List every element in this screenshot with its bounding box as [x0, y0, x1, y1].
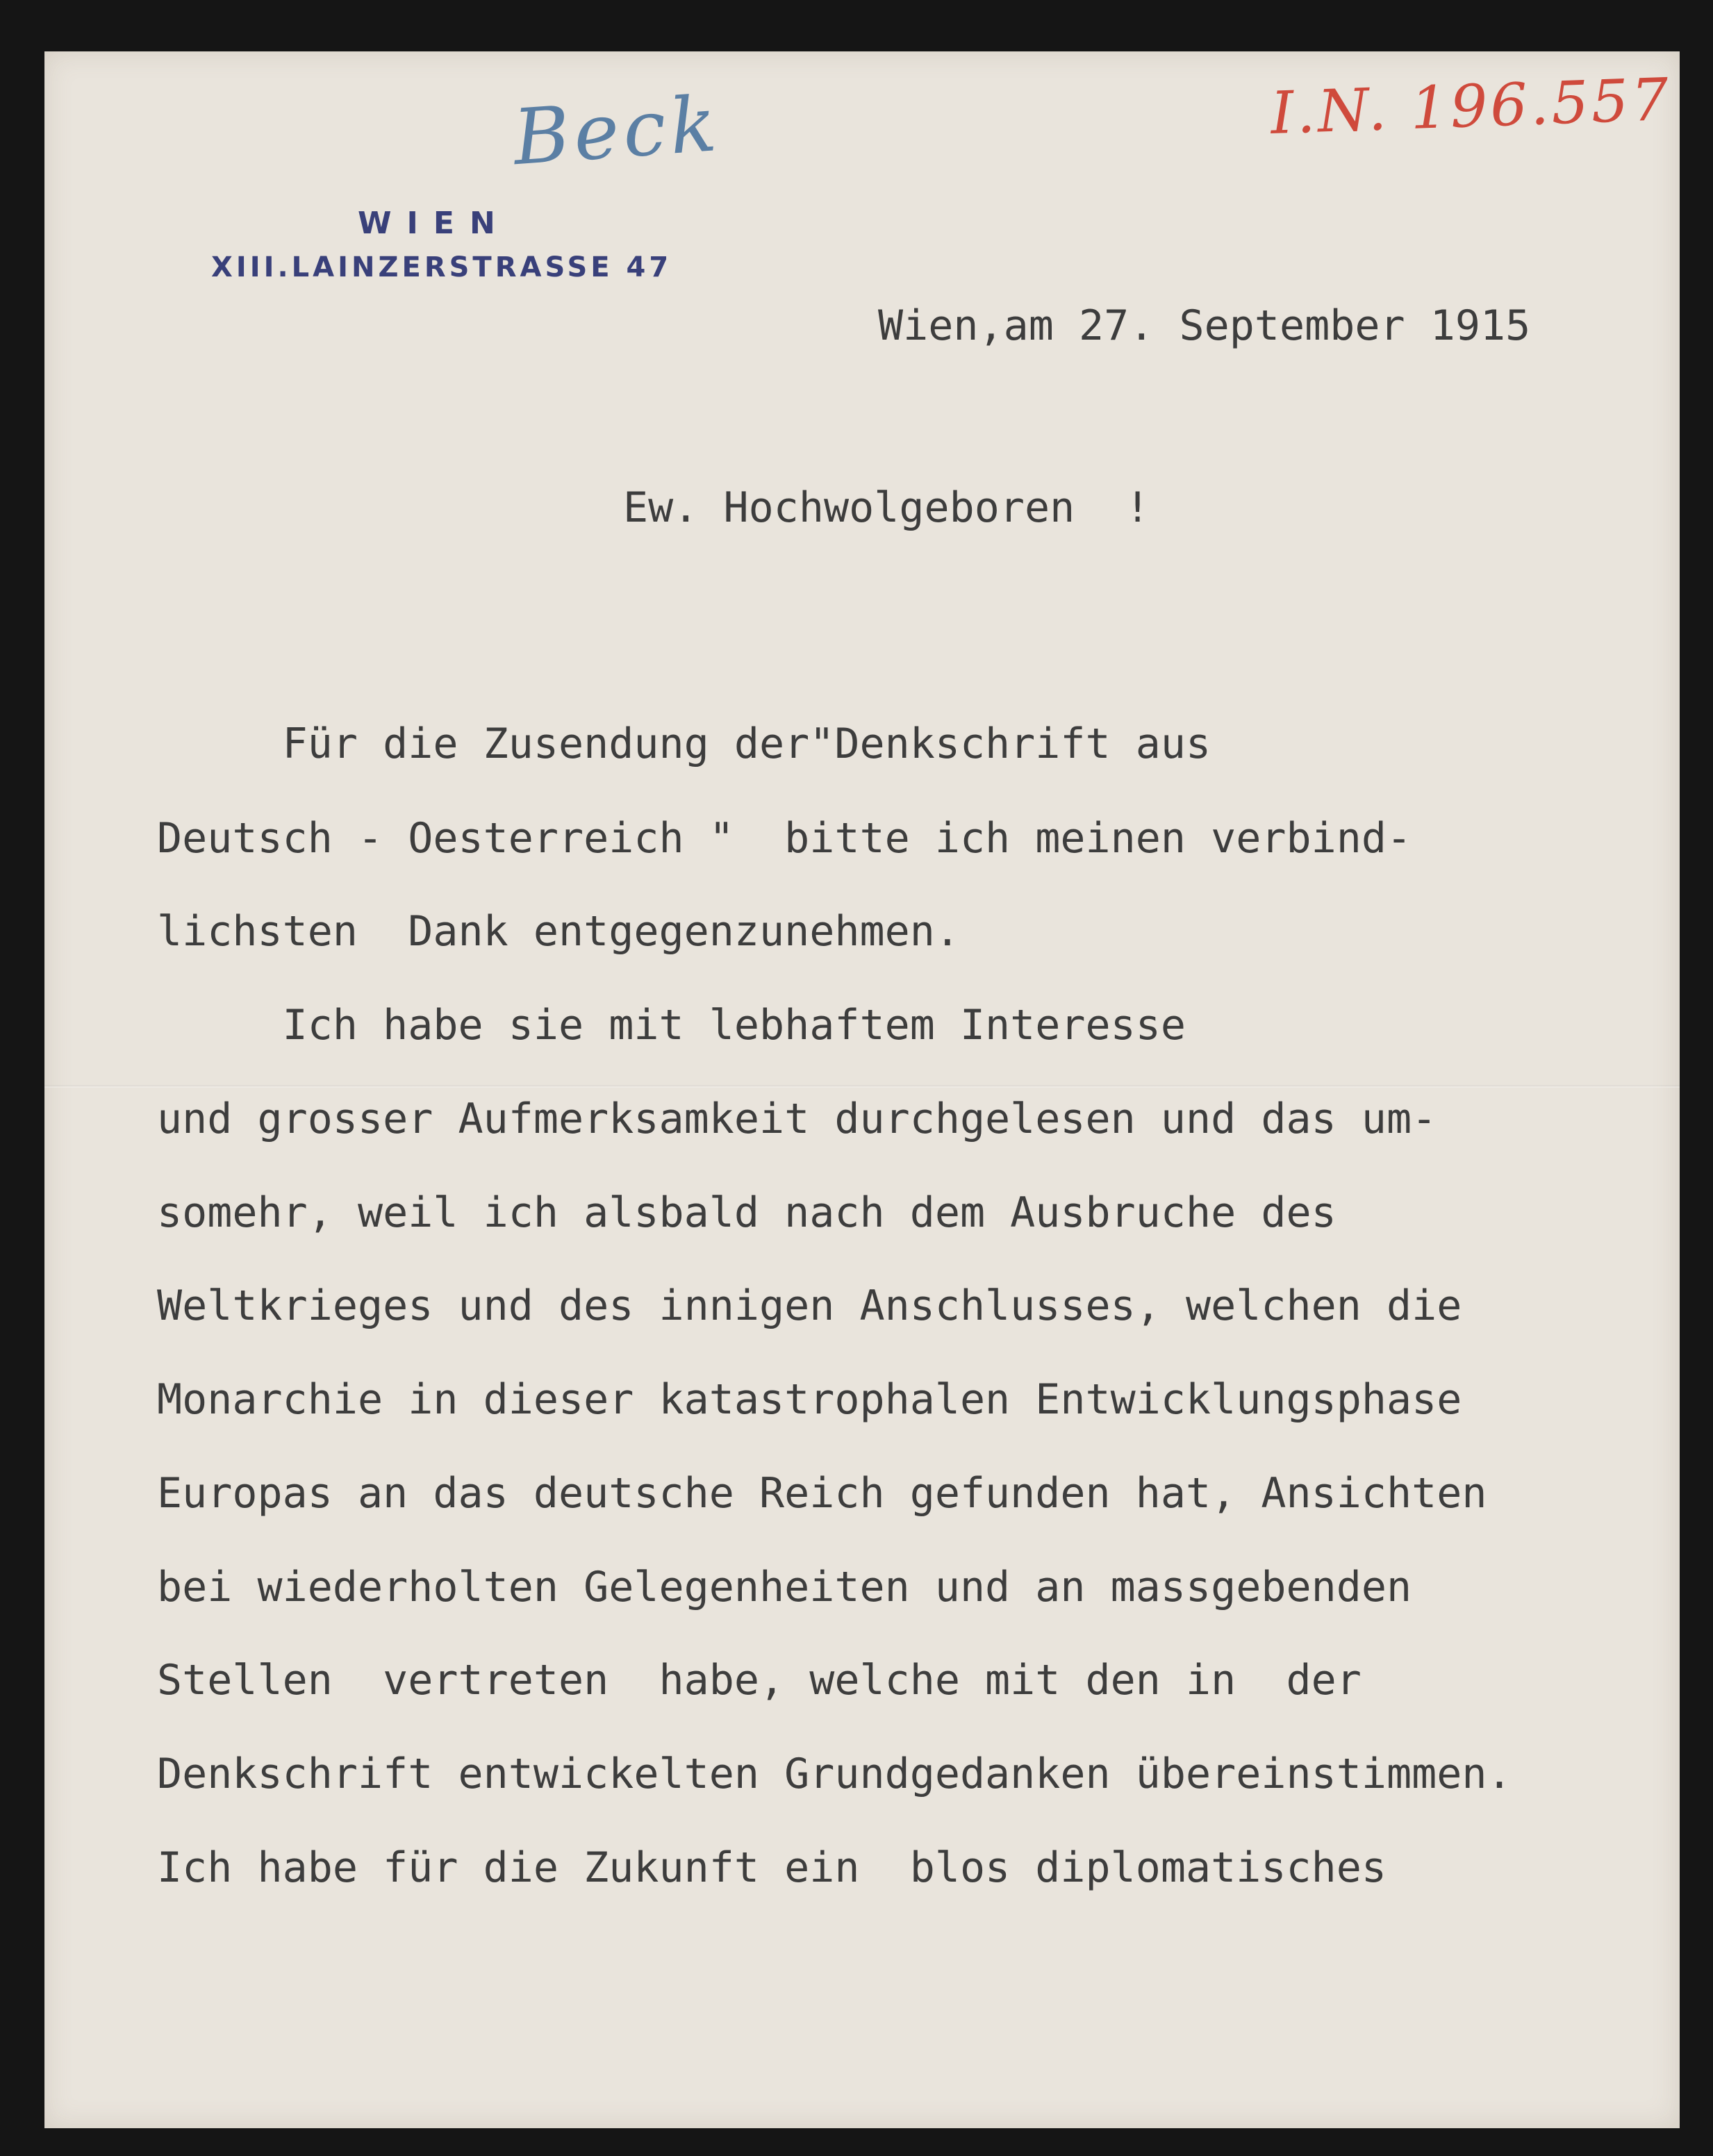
- body-line: lichsten Dank entgegenzunehmen.: [157, 907, 960, 956]
- handwritten-reference-number: I.N. 196.557: [1269, 65, 1673, 148]
- body-line: Weltkrieges und des innigen Anschlusses, welchen die: [157, 1282, 1462, 1330]
- body-line: Monarchie in dieser katastrophalen Entwicklungsphase: [157, 1375, 1462, 1424]
- body-line: Denkschrift entwickelten Grundgedanken übereinstimmen.: [157, 1750, 1512, 1798]
- handwritten-name: Beck: [510, 78, 724, 183]
- body-line: und grosser Aufmerksamkeit durchgelesen und das um-: [157, 1095, 1437, 1143]
- body-line: somehr, weil ich alsbald nach dem Ausbruche des: [157, 1188, 1337, 1237]
- letterhead-city: WIEN: [358, 206, 511, 241]
- body-line: Ich habe für die Zukunft ein blos diplomatisches: [157, 1843, 1387, 1892]
- letterhead-street: XIII.LAINZERSTRASSE 47: [211, 251, 672, 283]
- paper-fold-crease: [44, 1085, 1680, 1088]
- letter-page: [44, 51, 1680, 2128]
- body-line: Europas an das deutsche Reich gefunden hat, Ansichten: [157, 1469, 1487, 1518]
- body-line: Stellen vertreten habe, welche mit den in der: [157, 1656, 1362, 1705]
- body-line: Ich habe sie mit lebhaftem Interesse: [157, 1001, 1186, 1050]
- body-line: Für die Zusendung der"Denkschrift aus: [157, 720, 1211, 768]
- letter-date: Wien,am 27. September 1915: [878, 301, 1531, 350]
- body-line: Deutsch - Oesterreich " bitte ich meinen verbind-: [157, 814, 1412, 863]
- letter-salutation: Ew. Hochwolgeboren !: [623, 483, 1150, 532]
- body-line: bei wiederholten Gelegenheiten und an massgebenden: [157, 1563, 1412, 1611]
